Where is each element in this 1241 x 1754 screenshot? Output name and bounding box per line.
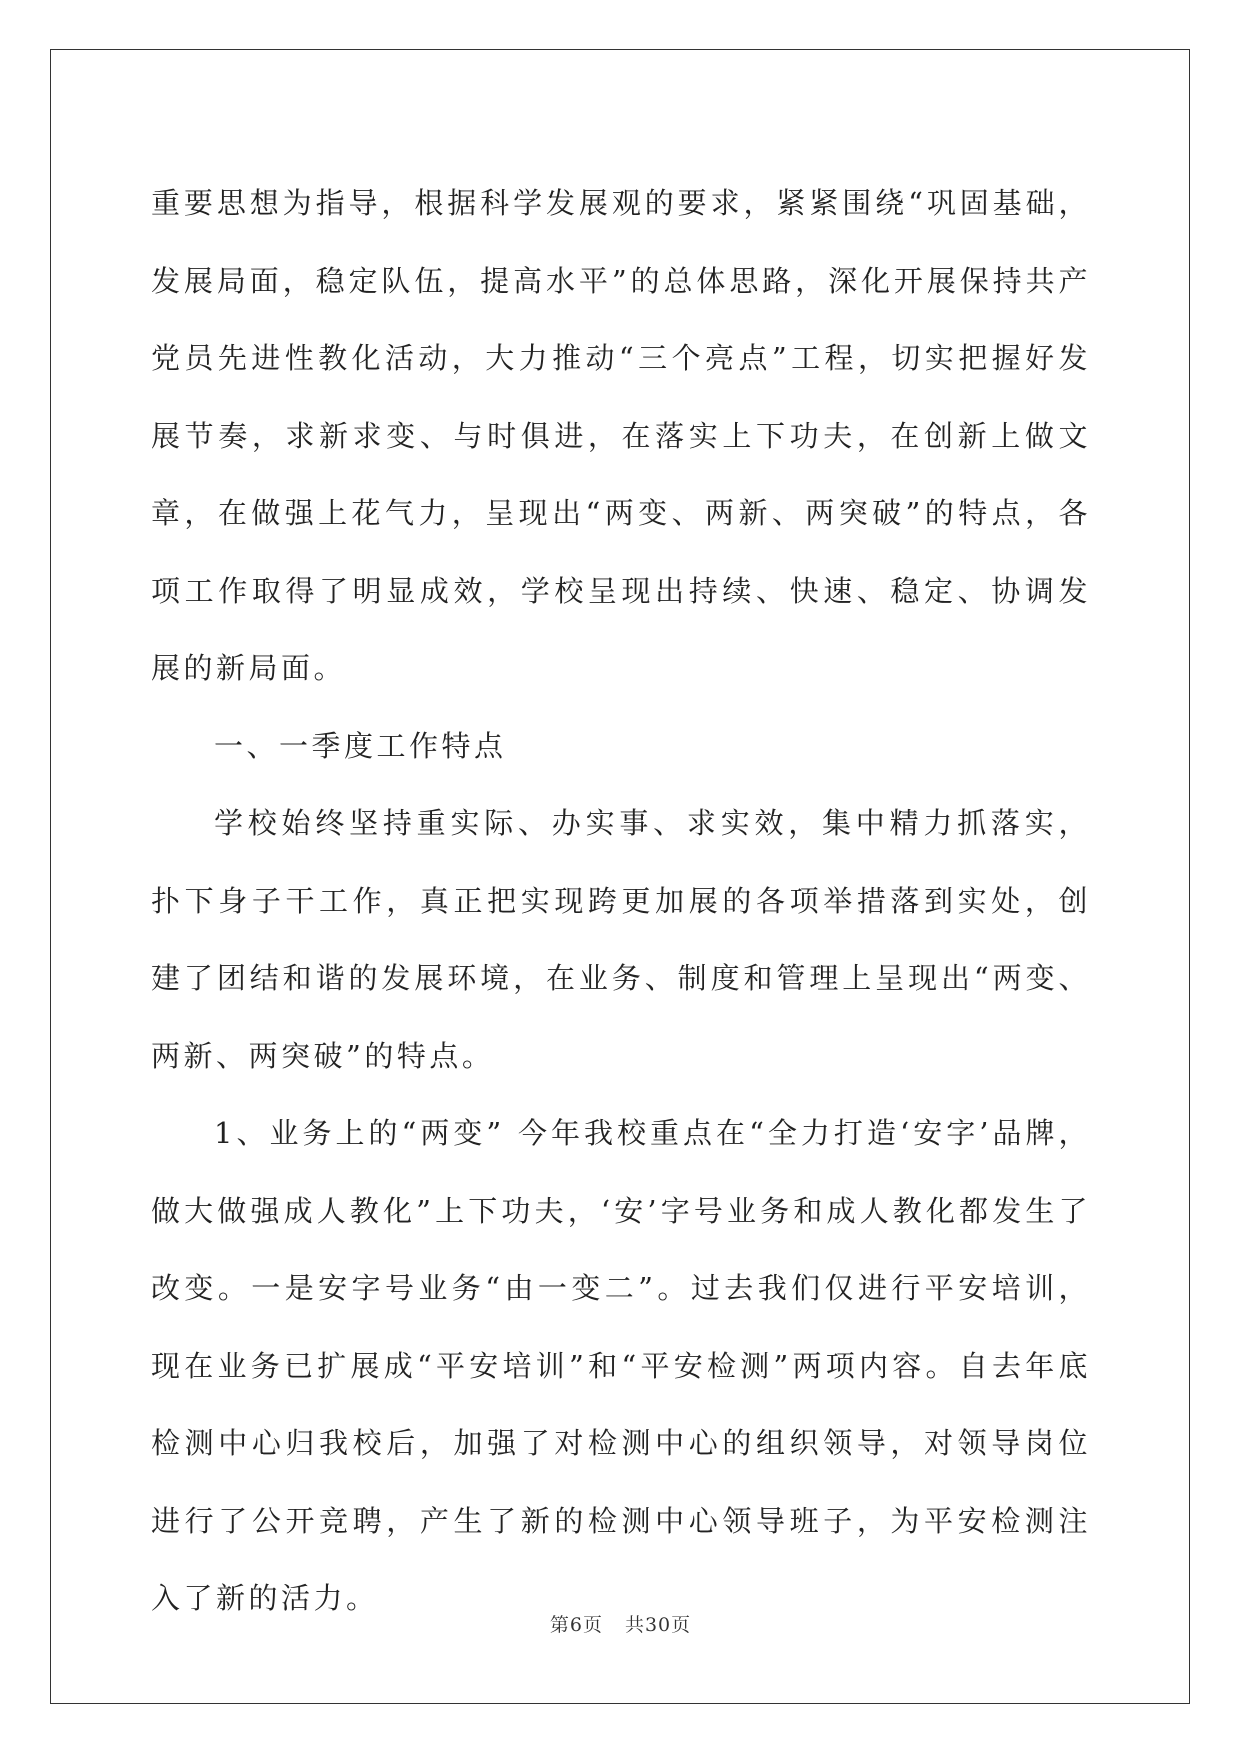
page-number: 第6页 (549, 1614, 603, 1636)
page-footer (0, 1610, 1241, 1637)
paragraph-characteristics: 学校始终坚持重实际、办实事、求实效，集中精力抓落实，扑下身子干工作，真正把实现跨更加展的各项举措落到实处，创建了团结和谐的发展环境，在业务、制度和管理上呈现出“两变、两新、两突破”的特点。 (151, 806, 1091, 1073)
paragraph-business-changes: 1、业务上的“两变” 今年我校重点在“全力打造‘安字’品牌，做大做强成人教化”上下功夫，‘安’字号业务和成人教化都发生了改变。一是安字号业务“由一变二”。过去我们仅进行平安培训，现在业务已扩展成“平安培训”和“平安检测”两项内容。自去年底检测中心归我校后，加强了对检测中心的组织领导，对领导岗位进行了公开竞聘，产生了新的检测中心领导班子，为平安检测注入了新的活力。 (151, 1116, 1091, 1615)
document-body (151, 165, 1091, 1638)
paragraph-intro: 重要思想为指导，根据科学发展观的要求，紧紧围绕“巩固基础，发展局面，稳定队伍，提高水平”的总体思路，深化开展保持共产党员先进性教化活动，大力推动“三个亮点”工程，切实把握好发展节奏，求新求变、与时俱进，在落实上下功夫，在创新上做文章，在做强上花气力，呈现出“两变、两新、两突破”的特点，各项工作取得了明显成效，学校呈现出持续、快速、稳定、协调发展的新局面。 (151, 186, 1091, 685)
section-heading: 一、一季度工作特点 (214, 728, 507, 763)
page-total: 共30页 (624, 1614, 692, 1636)
